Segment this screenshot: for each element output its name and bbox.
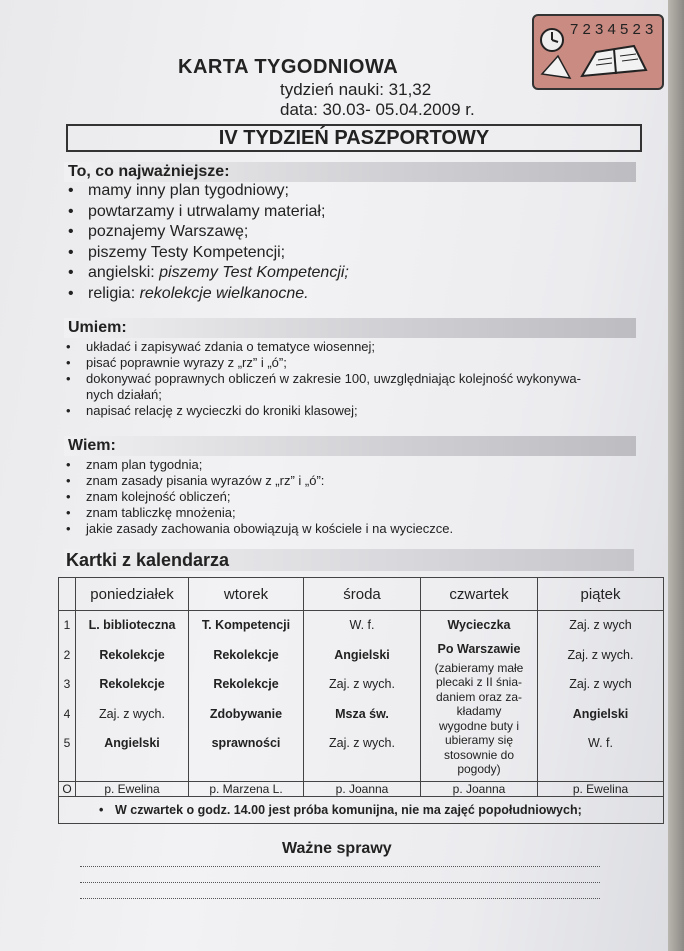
list-item: • powtarzamy i utrwalamy materiał; xyxy=(66,202,349,223)
dotted-line xyxy=(80,882,600,883)
table-header-row xyxy=(59,578,664,611)
important-list xyxy=(66,181,349,304)
table-row xyxy=(59,611,664,782)
important-matters-heading: Ważne sprawy xyxy=(282,840,392,857)
day-header-tuesday: wtorek xyxy=(189,578,304,611)
list-item: • układać i zapisywać zdania o tematyce wiosennej; xyxy=(66,339,646,355)
lesson-cell: Zdobywanie xyxy=(209,706,283,721)
day-header-monday: poniedziałek xyxy=(76,578,189,611)
section-heading-wiem: Wiem: xyxy=(64,436,636,456)
teacher-row xyxy=(59,781,664,796)
schedule-table xyxy=(58,577,664,824)
lesson-cell: Angielski xyxy=(572,706,629,721)
lesson-cell: W. f. xyxy=(588,736,613,750)
trip-title: Po Warszawie xyxy=(437,641,521,656)
monday-column xyxy=(76,611,189,782)
list-item: • znam zasady pisania wyrazów z „rz” i „ó”: xyxy=(66,473,646,489)
lesson-cell: W. f. xyxy=(349,618,375,632)
trip-title: Wycieczka xyxy=(447,618,511,632)
list-item: • znam kolejność obliczeń; xyxy=(66,489,646,505)
lesson-cell: Zaj. z wych. xyxy=(99,706,165,721)
note-row: • W czwartek o godz. 14.00 jest próba komunijna, nie ma zajęć popołudniowych; xyxy=(59,796,664,823)
list-item: • religia: rekolekcje wielkanocne. xyxy=(66,284,349,305)
list-item: • pisać poprawnie wyrazy z „rz” i „ó”; xyxy=(66,355,646,371)
lesson-cell: L. biblioteczna xyxy=(88,618,176,632)
lesson-cell: Rekolekcje xyxy=(213,677,279,691)
tuesday-column xyxy=(189,611,304,782)
teacher-cell: p. Ewelina xyxy=(538,781,664,796)
day-header-thursday: czwartek xyxy=(421,578,538,611)
lesson-cell: Msza św. xyxy=(335,706,389,721)
lesson-cell: T. Kompetencji xyxy=(201,618,291,632)
week-number: tydzień nauki: 31,32 xyxy=(280,80,432,99)
page-edge xyxy=(668,0,684,951)
lesson-numbers: 1 2 3 4 5 xyxy=(59,611,76,782)
section-heading-umiem: Umiem: xyxy=(64,318,636,338)
schedule-note: W czwartek o godz. 14.00 jest próba komunijna, nie ma zajęć popołudniowych; xyxy=(115,802,582,817)
lesson-cell: Zaj. z wych. xyxy=(329,677,395,691)
list-item: • mamy inny plan tygodniowy; xyxy=(66,181,349,202)
section-heading-important: To, co najważniejsze: xyxy=(64,162,636,182)
list-item: • napisać relację z wycieczki do kroniki klasowej; xyxy=(66,403,646,419)
umiem-list xyxy=(66,339,646,419)
dotted-line xyxy=(80,898,600,899)
date-range: data: 30.03- 05.04.2009 r. xyxy=(280,100,475,119)
page-title: KARTA TYGODNIOWA xyxy=(178,56,399,78)
lesson-cell: Zaj. z wych xyxy=(569,618,632,632)
week-banner: IV TYDZIEŃ PASZPORTOWY xyxy=(66,124,642,152)
list-item: • znam plan tygodnia; xyxy=(66,457,646,473)
teacher-cell: p. Joanna xyxy=(304,781,421,796)
friday-column xyxy=(538,611,664,782)
books-logo-image xyxy=(532,14,664,90)
trip-note: (zabieramy małe plecaki z II śnia-daniem oraz za-kładamy wygodne buty i ubieramy się stosownie do pogody) xyxy=(434,660,524,776)
list-item: • piszemy Testy Kompetencji; xyxy=(66,243,349,264)
lesson-cell: Zaj. z wych. xyxy=(567,647,634,662)
list-item: • angielski: piszemy Test Kompetencji; xyxy=(66,263,349,284)
thursday-column xyxy=(421,611,538,782)
lesson-cell: Zaj. z wych. xyxy=(329,736,395,750)
day-header-friday: piątek xyxy=(538,578,664,611)
lesson-cell: Angielski xyxy=(334,647,390,662)
logo-numbers: 7 2 3 4 5 2 3 xyxy=(570,21,654,38)
lesson-cell: Zaj. z wych xyxy=(569,677,632,691)
list-item: • znam tabliczkę mnożenia; xyxy=(66,505,646,521)
lesson-cell: sprawności xyxy=(211,736,281,750)
teacher-cell: p. Marzena L. xyxy=(189,781,304,796)
teacher-cell: p. Ewelina xyxy=(76,781,189,796)
calendar-heading: Kartki z kalendarza xyxy=(64,549,634,571)
teacher-cell: p. Joanna xyxy=(421,781,538,796)
list-item: • poznajemy Warszawę; xyxy=(66,222,349,243)
lesson-cell: Rekolekcje xyxy=(99,677,165,691)
day-header-wednesday: środa xyxy=(304,578,421,611)
lesson-cell: Rekolekcje xyxy=(213,647,279,662)
wiem-list xyxy=(66,457,646,537)
teacher-label: O xyxy=(59,781,76,796)
list-item: • jakie zasady zachowania obowiązują w kościele i na wycieczce. xyxy=(66,521,646,537)
dotted-line xyxy=(80,866,600,867)
lesson-cell: Rekolekcje xyxy=(99,647,165,662)
lesson-cell: Angielski xyxy=(104,736,160,750)
wednesday-column xyxy=(304,611,421,782)
list-item: • dokonywać poprawnych obliczeń w zakresie 100, uwzględniając kolejność wykonywa-nych działań; xyxy=(66,371,646,403)
